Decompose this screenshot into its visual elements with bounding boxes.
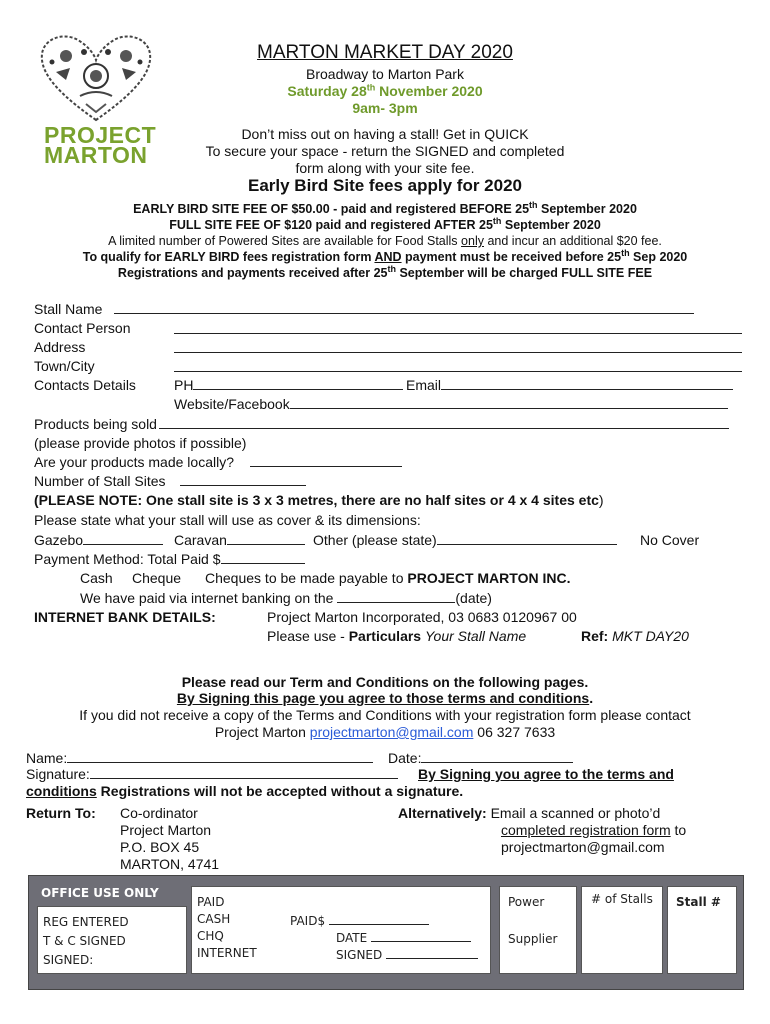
contact-person-line[interactable] <box>174 321 742 334</box>
website-field[interactable]: Website/Facebook <box>174 396 728 412</box>
internet-label: INTERNET <box>197 946 257 960</box>
office-signed-field[interactable]: SIGNED <box>336 946 478 962</box>
power-box[interactable] <box>499 886 577 974</box>
internet-banking-field[interactable]: We have paid via internet banking on the (date) <box>80 590 492 606</box>
cash-label: CASH <box>197 912 231 926</box>
particulars-note: Please use - Particulars Your Stall Name <box>267 628 527 644</box>
office-date-field[interactable]: DATE <box>336 929 471 945</box>
return-line-3: P.O. BOX 45 <box>120 839 200 855</box>
cheque-option[interactable]: Cheque <box>132 570 182 586</box>
supplier-label: Supplier <box>508 932 558 946</box>
no-cover-option[interactable]: No Cover <box>640 532 700 548</box>
num-stalls-label: # of Stalls <box>591 892 653 906</box>
stall-number-box[interactable] <box>667 886 737 974</box>
bank-details-value: Project Marton Incorporated, 03 0683 0120967 00 <box>267 609 577 625</box>
num-stalls-box[interactable] <box>581 886 663 974</box>
stall-name-line[interactable] <box>114 301 694 314</box>
return-to-label: Return To: <box>26 805 96 821</box>
stall-name-field[interactable] <box>34 301 694 317</box>
tc-signed-label: T & C SIGNED <box>43 934 126 948</box>
num-sites-field[interactable]: Number of Stall Sites <box>34 473 306 489</box>
alternatively-email: projectmarton@gmail.com <box>501 839 665 855</box>
other-option[interactable]: Other (please state) <box>313 532 617 548</box>
contact-person-label: Contact Person <box>34 320 131 336</box>
address-line[interactable] <box>174 340 742 353</box>
early-bird-heading: Early Bird Site fees apply for 2020 <box>247 176 522 195</box>
contact-email-link[interactable]: projectmarton@gmail.com <box>309 724 474 740</box>
made-locally-field[interactable]: Are your products made locally? <box>34 454 402 470</box>
signature-required-note: conditions Registrations will not be accepted without a signature. <box>26 783 464 799</box>
cash-option[interactable]: Cash <box>80 570 113 586</box>
cover-question: Please state what your stall will use as cover & its dimensions: <box>34 512 421 528</box>
intro-line-3: form along with your site fee. <box>295 160 475 176</box>
logo-text-project: PROJECT <box>44 122 157 148</box>
gazebo-option[interactable]: Gazebo <box>34 532 163 548</box>
terms-signing-note: By Signing this page you agree to those terms and conditions. <box>176 690 594 706</box>
reg-entered-label: REG ENTERED <box>43 915 129 929</box>
page-title: MARTON MARKET DAY 2020 <box>257 42 513 63</box>
event-date: Saturday 28th November 2020 <box>287 82 483 99</box>
email-field[interactable]: Email <box>406 377 733 393</box>
power-label: Power <box>508 895 545 909</box>
reference-note: Ref: MKT DAY20 <box>581 628 689 644</box>
reg-entered-box[interactable] <box>37 906 187 974</box>
full-site-fee: FULL SITE FEE OF $120 paid and registered AFTER 25th September 2020 <box>169 215 601 232</box>
town-city-line[interactable] <box>174 359 742 372</box>
terms-copy-note: If you did not receive a copy of the Terms and Conditions with your registration form please contact <box>79 707 691 723</box>
name-field[interactable]: Name: <box>26 750 373 766</box>
date-field[interactable]: Date: <box>388 750 573 766</box>
signed-label: SIGNED: <box>43 953 94 967</box>
cheques-payable-note: Cheques to be made payable to PROJECT MARTON INC. <box>205 570 571 586</box>
contacts-details-label: Contacts Details <box>34 377 136 393</box>
paid-dollar-field[interactable]: PAID$ <box>290 912 429 928</box>
chq-label: CHQ <box>197 929 224 943</box>
payment-method-field[interactable]: Payment Method: Total Paid $ <box>34 551 305 567</box>
terms-read-note: Please read our Term and Conditions on the following pages. <box>181 674 589 690</box>
paid-label: PAID <box>197 895 225 909</box>
payment-box[interactable] <box>191 886 491 974</box>
terms-contact: Project Marton projectmarton@gmail.com 06 327 7633 <box>214 724 556 740</box>
site-size-note: (PLEASE NOTE: One stall site is 3 x 3 metres, there are no half sites or 4 x 4 sites etc) <box>34 492 604 508</box>
products-sold-field[interactable]: Products being sold <box>34 416 729 432</box>
return-line-2: Project Marton <box>120 822 212 838</box>
caravan-option[interactable]: Caravan <box>174 532 305 548</box>
intro-line-1: Don’t miss out on having a stall! Get in QUICK <box>241 126 529 142</box>
photos-note: (please provide photos if possible) <box>34 435 247 451</box>
late-fee-note: Registrations and payments received after 25th September will be charged FULL SITE FEE <box>117 263 653 280</box>
alternatively-note: Alternatively: Email a scanned or photo’d <box>398 805 661 821</box>
return-line-1: Co-ordinator <box>120 805 198 821</box>
event-location: Broadway to Marton Park <box>306 66 464 82</box>
event-time: 9am- 3pm <box>352 100 418 116</box>
signing-agree-note: By Signing you agree to the terms and <box>418 766 674 782</box>
office-use-title: OFFICE USE ONLY <box>41 886 159 900</box>
qualify-note: To qualify for EARLY BIRD fees registration form AND payment must be received before 25th Sep 2020 <box>82 247 688 264</box>
phone-field[interactable]: PH <box>174 377 403 393</box>
town-city-label: Town/City <box>34 358 95 374</box>
early-bird-fee: EARLY BIRD SITE FEE OF $50.00 - paid and registered BEFORE 25th September 2020 <box>133 199 637 216</box>
stall-number-label: Stall # <box>676 895 721 909</box>
logo-text-marton: MARTON <box>44 142 148 168</box>
office-use-panel <box>28 875 744 990</box>
address-label: Address <box>34 339 86 355</box>
return-line-4: MARTON, 4741 <box>120 856 220 872</box>
alternatively-line-2: completed registration form to <box>501 822 687 838</box>
powered-sites-note: A limited number of Powered Sites are available for Food Stalls only and incur an additional $20 fee. <box>108 234 662 248</box>
intro-line-2: To secure your space - return the SIGNED and completed <box>205 143 565 159</box>
stall-name-label: Stall Name <box>34 301 103 317</box>
signature-field[interactable]: Signature: <box>26 766 398 782</box>
bank-details-label: INTERNET BANK DETAILS: <box>34 609 216 625</box>
